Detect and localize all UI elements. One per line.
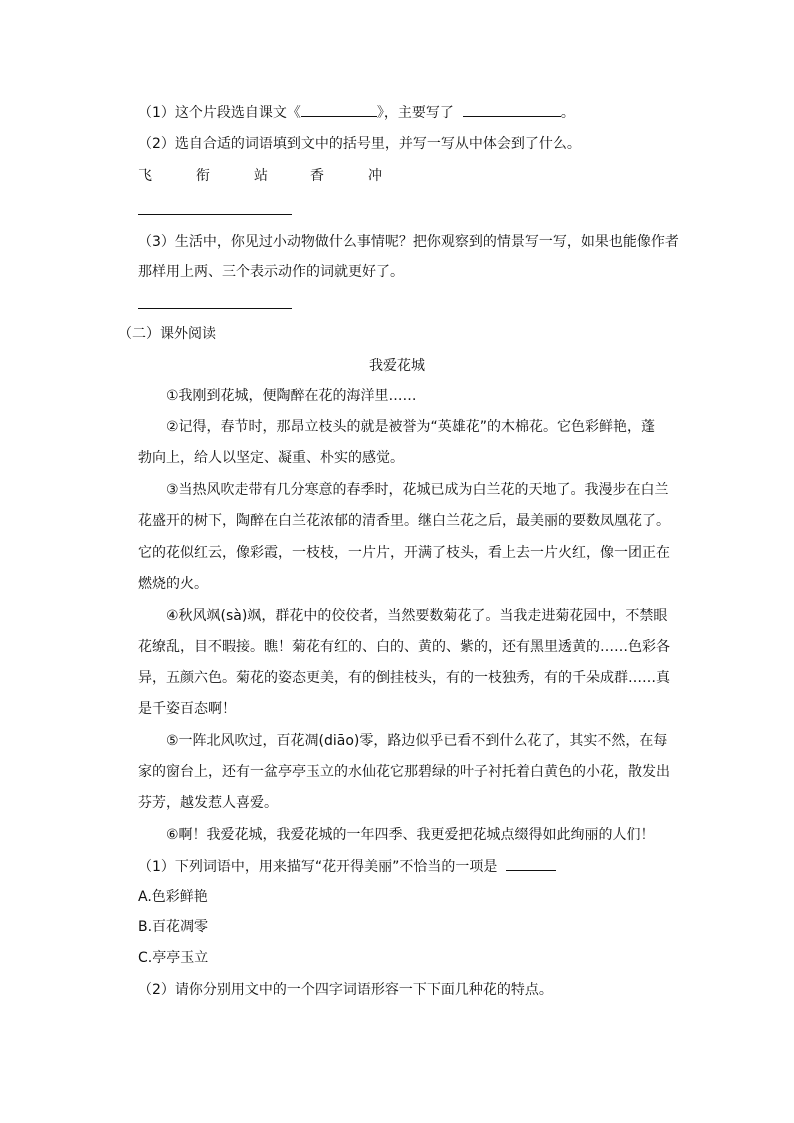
paragraph-2-line: 勃向上，给人以坚定、凝重、朴实的感觉。 [138,450,404,466]
answer-blank-q2-1[interactable] [506,856,556,871]
q2-1-text: （1）下列词语中，用来描写“花开得美丽”不恰当的一项是 [138,859,498,875]
main-content-blank[interactable] [463,102,561,117]
answer-line-q3[interactable] [138,308,292,309]
option-b[interactable]: B.百花凋零 [138,919,209,935]
section-heading: （二）课外阅读 [118,326,216,342]
paragraph-1: ①我刚到花城，便陶醉在花的海洋里…… [166,388,417,404]
word-item: 衔 [196,168,210,184]
question-1-3-line2: 那样用上两、三个表示动作的词就更好了。 [138,264,404,280]
paragraph-2-line: ②记得，春节时，那昂立枝头的就是被誉为“英雄花”的木棉花。它色彩鲜艳，蓬 [166,419,656,435]
paragraph-5-line: 芬芳，越发惹人喜爱。 [138,795,278,811]
paragraph-5-line: ⑤一阵北风吹过，百花凋(diāo)零，路边似乎已看不到什么花了，其实不然，在每 [166,733,668,749]
question-1-2: （2）选自合适的词语填到文中的括号里，并写一写从中体会到了什么。 [138,136,581,152]
paragraph-3-line: ③当热风吹走带有几分寒意的春季时，花城已成为白兰花的天地了。我漫步在白兰 [166,482,669,498]
word-item: 冲 [368,168,382,184]
question-2-1 [138,856,684,877]
paragraph-3-line: 它的花似红云，像彩霞，一枝枝，一片片，开满了枝头，看上去一片火红，像一团正在 [138,545,670,561]
paragraph-3-line: 花盛开的树下，陶醉在白兰花浓郁的清香里。继白兰花之后，最美丽的要数凤凰花了。 [138,513,670,529]
paragraph-4-line: 花缭乱，目不暇接。瞧！菊花有红的、白的、黄的、紫的，还有黑里透黄的……色彩各 [138,639,670,655]
paragraph-5-line: 家的窗台上，还有一盆亭亭玉立的水仙花它那碧绿的叶子衬托着白黄色的小花，散发出 [138,764,670,780]
option-a[interactable]: A.色彩鲜艳 [138,889,208,905]
answer-line-q2[interactable] [138,214,292,215]
q1-text-before: （1）这个片段选自课文《 [138,105,301,121]
option-c[interactable]: C.亭亭玉立 [138,950,209,966]
paragraph-3-line: 燃烧的火。 [138,576,208,592]
q1-text-end: 。 [560,105,575,121]
q1-text-middle: 》，主要写了 [376,105,454,121]
word-item: 香 [310,168,324,184]
word-item: 飞 [138,168,152,184]
paragraph-4-line: 是千姿百态啊！ [138,701,236,717]
paragraph-4-line: 异，五颜六色。菊花的姿态更美，有的倒挂枝头，有的一枝独秀，有的千朵成群……真 [138,670,670,686]
question-1-3-line1: （3）生活中，你见过小动物做什么事情呢？把你观察到的情景写一写，如果也能像作者 [138,234,679,250]
word-item: 站 [254,168,268,184]
paragraph-6: ⑥啊！我爱花城，我爱花城的一年四季、我更爱把花城点缀得如此绚丽的人们！ [166,827,655,843]
lesson-title-blank[interactable] [301,102,377,117]
word-bank [138,166,438,186]
question-1-1 [138,102,684,123]
passage-title: 我爱花城 [369,358,425,374]
paragraph-4-line: ④秋风飒(sà)飒，群花中的佼佼者，当然要数菊花了。当我走进菊花园中，不禁眼 [166,608,668,624]
question-2-2: （2）请你分别用文中的一个四字词语形容一下下面几种花的特点。 [138,982,553,998]
